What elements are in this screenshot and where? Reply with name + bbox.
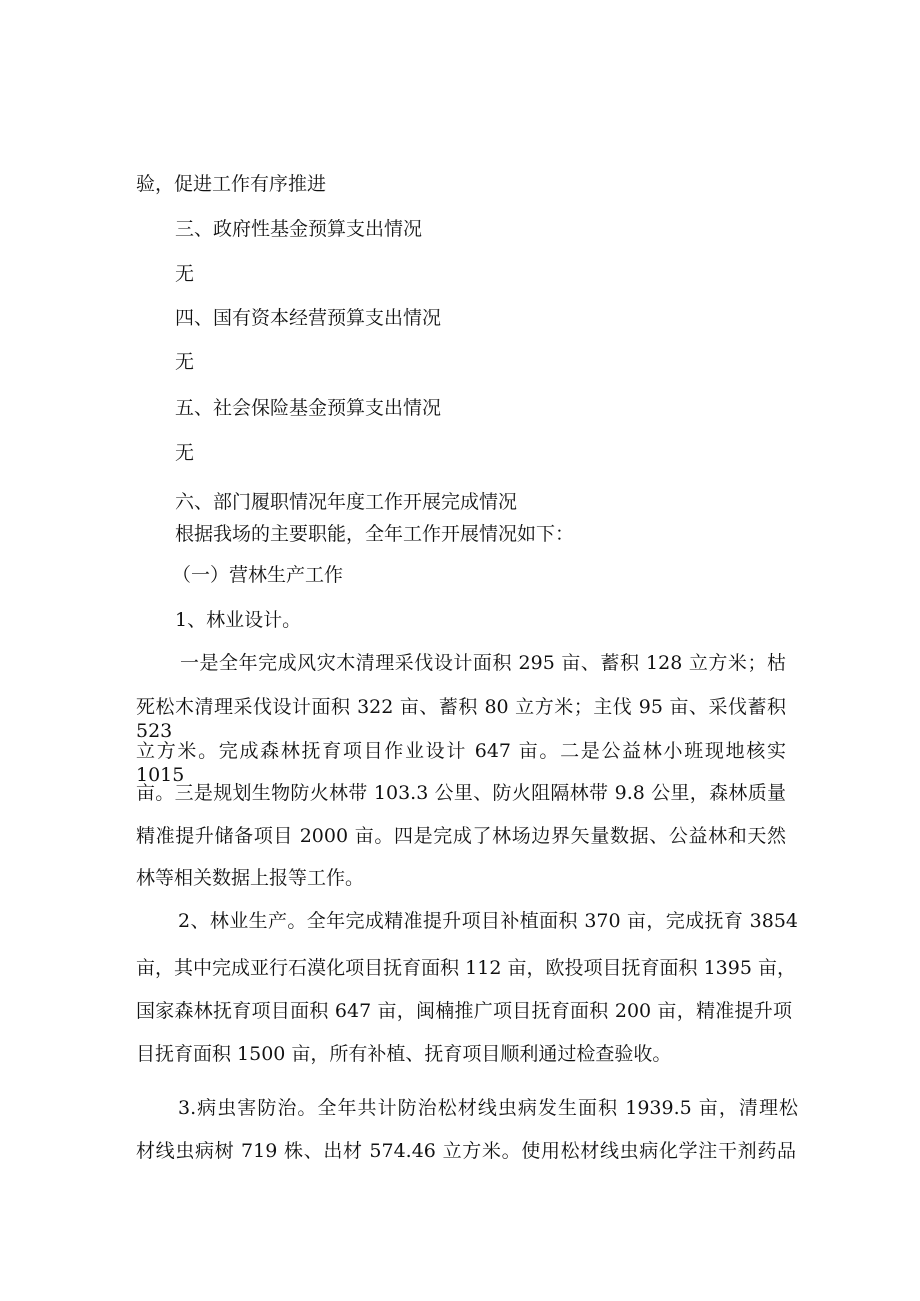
paragraph-line: 精准提升储备项目 2000 亩。四是完成了林场边界矢量数据、公益林和天然 (136, 825, 786, 847)
paragraph-line: 3.病虫害防治。全年共计防治松材线虫病发生面积 1939.5 亩，清理松 (178, 1097, 798, 1119)
paragraph-line: 死松木清理采伐设计面积 322 亩、蓄积 80 立方米；主伐 95 亩、采伐蓄积 523 (136, 696, 786, 742)
section-heading: 四、国有资本经营预算支出情况 (175, 307, 442, 329)
paragraph-line: 一是全年完成风灾木清理采伐设计面积 295 亩、蓄积 128 立方米；枯 (180, 652, 786, 674)
paragraph-line: 无 (175, 263, 195, 285)
paragraph-line: 林等相关数据上报等工作。 (136, 867, 365, 889)
section-heading: 五、社会保险基金预算支出情况 (175, 397, 442, 419)
paragraph-line: 目抚育面积 1500 亩，所有补植、抚育项目顺利通过检查验收。 (136, 1043, 672, 1065)
paragraph-line: 根据我场的主要职能，全年工作开展情况如下： (175, 523, 575, 545)
paragraph-line: 材线虫病树 719 株、出材 574.46 立方米。使用松材线虫病化学注干剂药品 (136, 1140, 796, 1162)
subsection-heading: 1、林业设计。 (175, 609, 302, 631)
subsection-heading: （一）营林生产工作 (172, 564, 344, 586)
section-heading: 三、政府性基金预算支出情况 (175, 218, 423, 240)
section-heading: 六、部门履职情况年度工作开展完成情况 (175, 491, 518, 513)
paragraph-line: 无 (175, 351, 195, 373)
paragraph-line: 亩，其中完成亚行石漠化项目抚育面积 112 亩，欧投项目抚育面积 1395 亩， (136, 957, 796, 979)
paragraph-line: 2、林业生产。全年完成精准提升项目补植面积 370 亩，完成抚育 3854 (178, 910, 798, 932)
paragraph-line: 验，促进工作有序推进 (136, 173, 327, 195)
paragraph-line: 无 (175, 442, 195, 464)
paragraph-line: 国家森林抚育项目面积 647 亩，闽楠推广项目抚育面积 200 亩，精准提升项 (136, 1000, 792, 1022)
paragraph-line: 立方米。完成森林抚育项目作业设计 647 亩。二是公益林小班现地核实 1015 (136, 740, 786, 786)
paragraph-line: 亩。三是规划生物防火林带 103.3 公里、防火阻隔林带 9.8 公里，森林质量 (136, 782, 786, 804)
